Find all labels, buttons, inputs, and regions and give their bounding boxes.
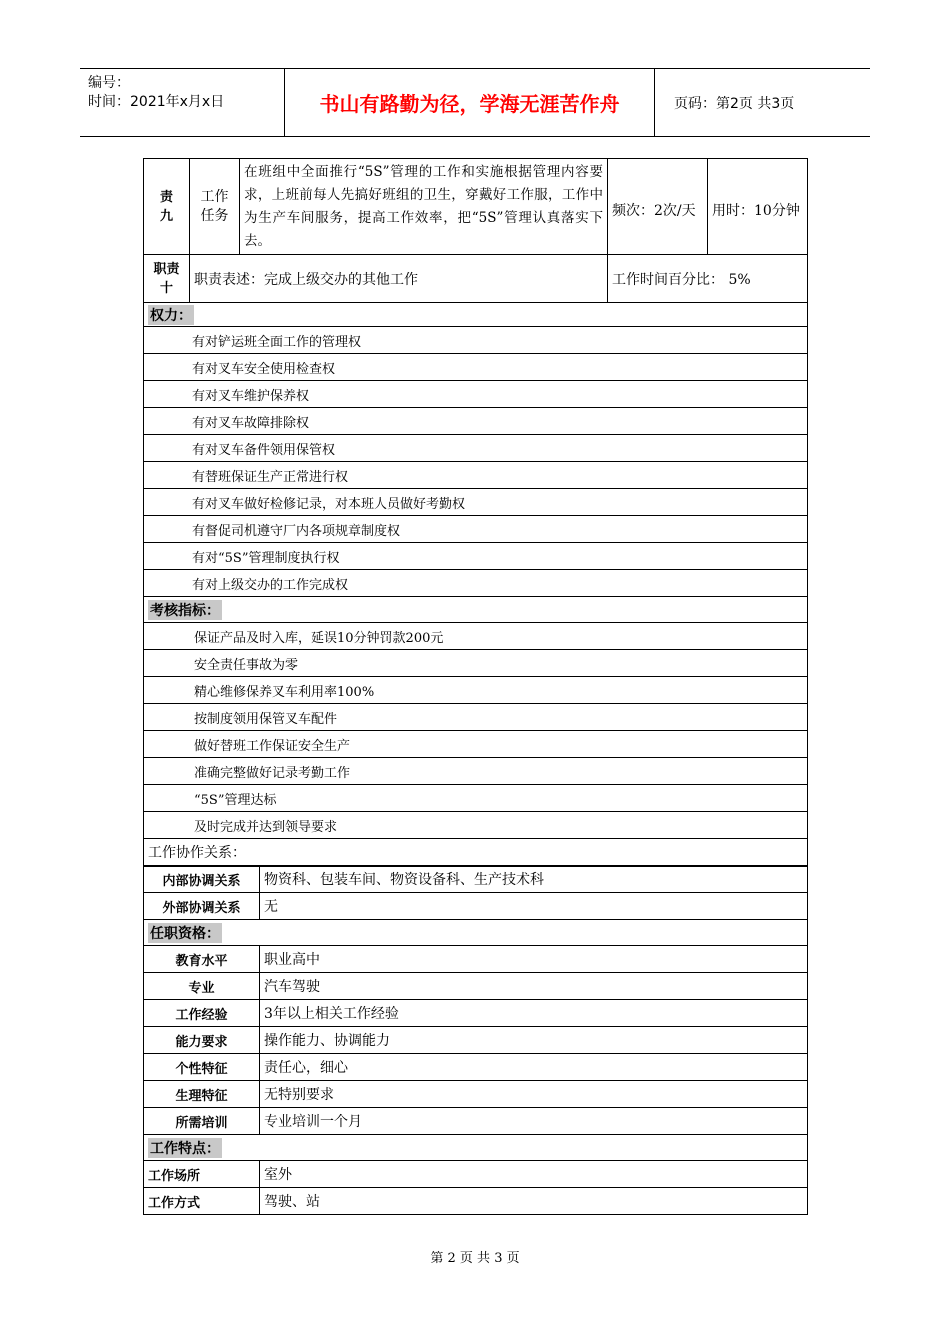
authority-item: 有对叉车维护保养权: [144, 381, 808, 408]
duty-9-row: [144, 159, 808, 255]
table-row: [144, 973, 808, 1000]
internal-coordination-label: 内部协调关系: [144, 866, 260, 893]
authority-item: 有对叉车故障排除权: [144, 408, 808, 435]
list-item: [144, 785, 808, 812]
assessment-item: 准确完整做好记录考勤工作: [144, 758, 808, 785]
duty-9-frequency: 频次：2次/天: [608, 159, 708, 255]
assessment-item: 按制度领用保管叉车配件: [144, 704, 808, 731]
qualification-label: 教育水平: [144, 946, 260, 973]
assessment-section-header: [144, 597, 808, 623]
qualification-value: 汽车驾驶: [260, 973, 808, 1000]
table-row: [144, 1161, 808, 1188]
qualification-value: 3年以上相关工作经验: [260, 1000, 808, 1027]
qualification-value: 专业培训一个月: [260, 1108, 808, 1135]
work-feature-label: 工作方式: [144, 1188, 260, 1215]
list-item: [144, 650, 808, 677]
external-coordination-value: 无: [260, 893, 808, 920]
assessment-item: 保证产品及时入库，延误10分钟罚款200元: [144, 623, 808, 650]
table-row: [144, 1188, 808, 1215]
list-item: [144, 704, 808, 731]
list-item: [144, 489, 808, 516]
list-item: [144, 408, 808, 435]
qualification-label: 能力要求: [144, 1027, 260, 1054]
authority-item: 有对上级交办的工作完成权: [144, 570, 808, 597]
assessment-item: 做好替班工作保证安全生产: [144, 731, 808, 758]
assessment-item: 安全责任事故为零: [144, 650, 808, 677]
list-item: [144, 731, 808, 758]
job-description-table: [143, 158, 808, 1215]
document-date: 时间：2021年x月x日: [88, 94, 225, 110]
qualification-label: 专业: [144, 973, 260, 1000]
cooperation-section-header: [144, 839, 808, 866]
duty-9-label: 责 九: [144, 159, 190, 255]
list-item: [144, 516, 808, 543]
authority-item: 有对铲运班全面工作的管理权: [144, 327, 808, 354]
list-item: [144, 812, 808, 839]
work-features-section-header: [144, 1135, 808, 1161]
duty-10-label: 职责 十: [144, 255, 190, 303]
authority-item: 有替班保证生产正常进行权: [144, 462, 808, 489]
list-item: [144, 435, 808, 462]
list-item: [144, 570, 808, 597]
duty-10-row: [144, 255, 808, 303]
duty-9-task-label: 工作 任务: [190, 159, 240, 255]
work-feature-label: 工作场所: [144, 1161, 260, 1188]
authority-item: 有督促司机遵守厂内各项规章制度权: [144, 516, 808, 543]
assessment-item: 及时完成并达到领导要求: [144, 812, 808, 839]
list-item: [144, 677, 808, 704]
table-row: [144, 1000, 808, 1027]
qualifications-section-header: [144, 920, 808, 946]
duty-10-description: 职责表述：完成上级交办的其他工作: [190, 255, 608, 303]
work-feature-value: 驾驶、站: [260, 1188, 808, 1215]
qualification-label: 工作经验: [144, 1000, 260, 1027]
header-motto: 书山有路勤为径，学海无涯苦作舟: [319, 92, 620, 116]
authority-item: 有对叉车做好检修记录，对本班人员做好考勤权: [144, 489, 808, 516]
authority-title: 权力：: [148, 305, 194, 325]
assessment-title: 考核指标：: [148, 600, 222, 620]
external-coordination-row: [144, 893, 808, 920]
document-number-label: 编号：: [88, 75, 130, 91]
header-page-info: 页码：第2页 共3页: [674, 95, 795, 112]
page-footer: 第 2 页 共 3 页: [430, 1251, 520, 1266]
list-item: [144, 758, 808, 785]
table-row: [144, 1027, 808, 1054]
internal-coordination-row: [144, 866, 808, 893]
list-item: [144, 327, 808, 354]
qualification-label: 生理特征: [144, 1081, 260, 1108]
internal-coordination-value: 物资科、包装车间、物资设备科、生产技术科: [260, 866, 808, 893]
duty-9-description: 在班组中全面推行“5S”管理的工作和实施根据管理内容要求，上班前每人先搞好班组的卫生，穿戴好工作服，工作中为生产车间服务，提高工作效率，把“5S”管理认真落实下去。: [240, 159, 608, 255]
qualification-value: 操作能力、协调能力: [260, 1027, 808, 1054]
table-row: [144, 1054, 808, 1081]
table-row: [144, 1081, 808, 1108]
assessment-item: “5S”管理达标: [144, 785, 808, 812]
assessment-item: 精心维修保养叉车利用率100%: [144, 677, 808, 704]
authority-section-header: [144, 303, 808, 327]
qualification-value: 职业高中: [260, 946, 808, 973]
list-item: [144, 462, 808, 489]
external-coordination-label: 外部协调关系: [144, 893, 260, 920]
duty-9-time-used: 用时：10分钟: [708, 159, 808, 255]
qualification-label: 所需培训: [144, 1108, 260, 1135]
list-item: [144, 543, 808, 570]
authority-item: 有对叉车安全使用检查权: [144, 354, 808, 381]
qualification-value: 无特别要求: [260, 1081, 808, 1108]
duty-10-time-percent: 工作时间百分比： 5%: [608, 255, 808, 303]
list-item: [144, 354, 808, 381]
page-header: [80, 68, 870, 137]
work-feature-value: 室外: [260, 1161, 808, 1188]
list-item: [144, 381, 808, 408]
list-item: [144, 623, 808, 650]
header-meta: [88, 74, 224, 112]
qualification-value: 责任心，细心: [260, 1054, 808, 1081]
cooperation-title: 工作协作关系：: [144, 839, 808, 866]
authority-item: 有对叉车备件领用保管权: [144, 435, 808, 462]
header-divider: [654, 69, 655, 136]
qualification-label: 个性特征: [144, 1054, 260, 1081]
table-row: [144, 946, 808, 973]
qualifications-title: 任职资格：: [148, 923, 222, 943]
work-features-title: 工作特点：: [148, 1138, 222, 1158]
table-row: [144, 1108, 808, 1135]
authority-item: 有对“5S”管理制度执行权: [144, 543, 808, 570]
